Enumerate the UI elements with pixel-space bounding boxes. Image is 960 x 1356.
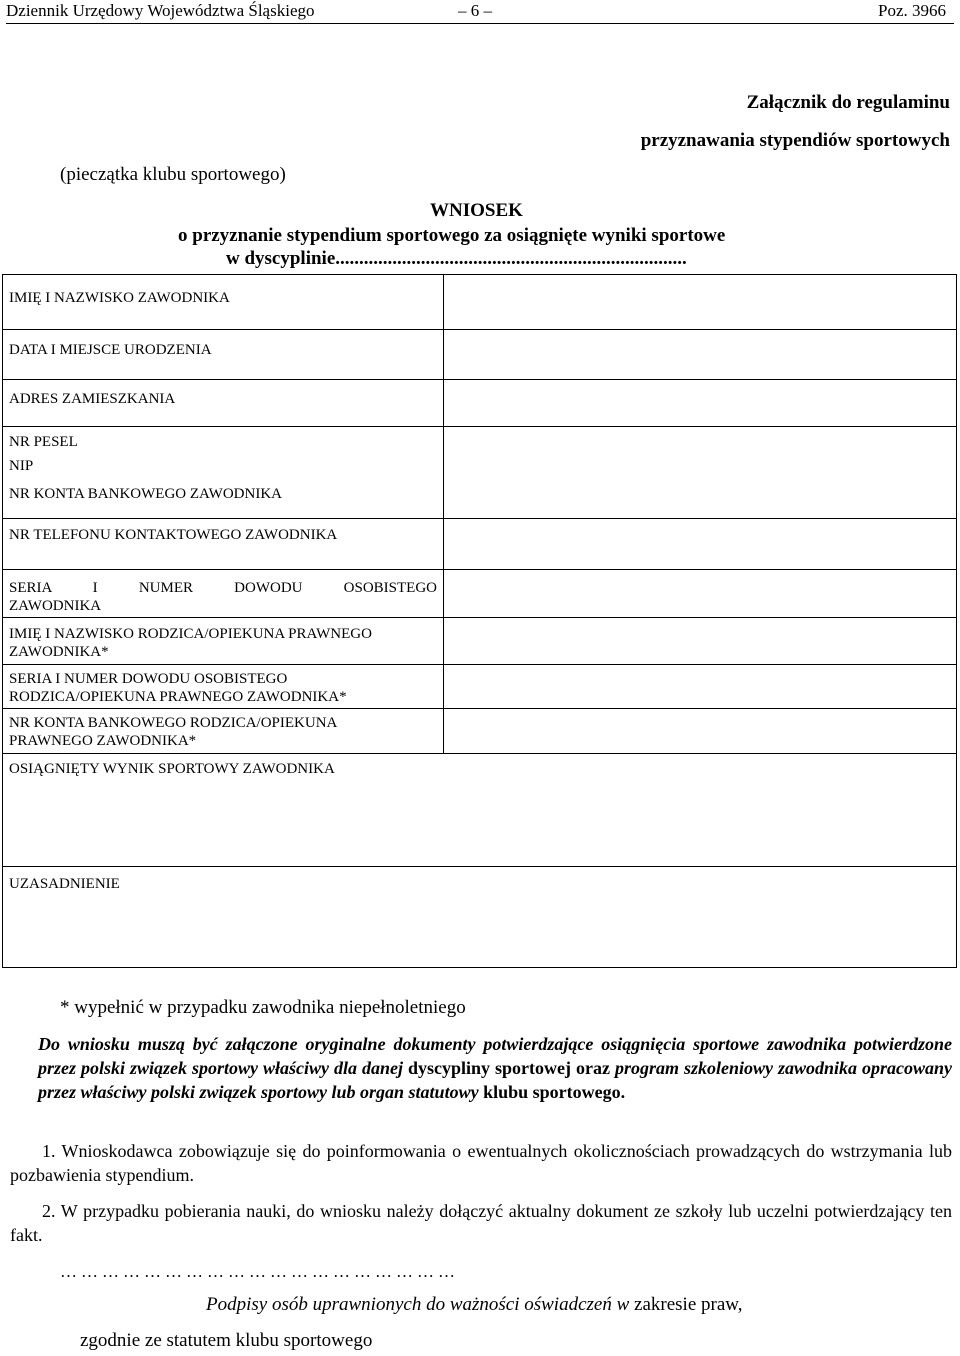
- row-label: NR TELEFONU KONTAKTOWEGO ZAWODNIKA: [3, 519, 444, 570]
- row-label: NR PESEL NIP NR KONTA BANKOWEGO ZAWODNIKA: [3, 427, 444, 519]
- annex-line-1: Załącznik do regulaminu: [746, 92, 950, 113]
- position-number: Poz. 3966: [878, 1, 946, 20]
- justification-field[interactable]: UZASADNIENIE: [3, 867, 957, 968]
- birth-date-place-field[interactable]: [444, 330, 957, 380]
- point-2: 2. W przypadku pobierania nauki, do wniosku należy dołączyć aktualny dokument ze szkoły lub uczelni potwierdzający ten fakt.: [10, 1201, 952, 1245]
- athlete-name-field[interactable]: [444, 275, 957, 330]
- annex-line-2: przyznawania stypendiów sportowych: [640, 130, 950, 151]
- signature-line: …………………………………………………: [60, 1262, 459, 1281]
- footnote: * wypełnić w przypadku zawodnika niepełnoletniego: [60, 997, 466, 1018]
- signature-note: zgodnie ze statutem klubu sportowego: [80, 1330, 373, 1351]
- row-label: IMIĘ I NAZWISKO ZAWODNIKA: [3, 275, 444, 330]
- row-label: SERIA I NUMER DOWODU OSOBISTEGO ZAWODNIKA: [3, 570, 444, 618]
- row-label: IMIĘ I NAZWISKO RODZICA/OPIEKUNA PRAWNEGO ZAWODNIKA*: [3, 618, 444, 665]
- guardian-id-field[interactable]: [444, 665, 957, 709]
- stamp-label: (pieczątka klubu sportowego): [60, 164, 286, 185]
- form-row-guardian-id: [3, 665, 957, 709]
- address-field[interactable]: [444, 380, 957, 427]
- form-row-birth: [3, 330, 957, 380]
- page-number: – 6 –: [458, 1, 492, 20]
- form-title: WNIOSEK: [430, 200, 523, 221]
- row-label: NR KONTA BANKOWEGO RODZICA/OPIEKUNA PRAWNEGO ZAWODNIKA*: [3, 709, 444, 754]
- form-subtitle: o przyznanie stypendium sportowego za osiągnięte wyniki sportowe: [178, 225, 726, 246]
- form-row-ids: [3, 427, 957, 519]
- guardian-bank-field[interactable]: [444, 709, 957, 754]
- phone-field[interactable]: [444, 519, 957, 570]
- guardian-name-field[interactable]: [444, 618, 957, 665]
- form-row-justification: [3, 867, 957, 968]
- publication-title: Dziennik Urzędowy Województwa Śląskiego: [6, 1, 315, 20]
- point-1: 1. Wnioskodawca zobowiązuje się do poinformowania o ewentualnych okolicznościach prowadzących do wstrzymania lub pozbawienia stypendium.: [10, 1141, 952, 1185]
- application-form-table: [2, 274, 957, 968]
- row-label: ADRES ZAMIESZKANIA: [3, 380, 444, 427]
- form-row-guardian-name: [3, 618, 957, 665]
- row-label: DATA I MIEJSCE URODZENIA: [3, 330, 444, 380]
- signature-label: Podpisy osób uprawnionych do ważności oświadczeń w zakresie praw,: [206, 1294, 743, 1315]
- form-row-id-card: [3, 570, 957, 618]
- form-row-guardian-bank: [3, 709, 957, 754]
- pesel-nip-bank-field[interactable]: [444, 427, 957, 519]
- form-row-result: [3, 754, 957, 867]
- header-divider: [6, 23, 954, 24]
- attachments-note: Do wniosku muszą być załączone oryginalne dokumenty potwierdzające osiągnięcia sportowe zawodnika potwierdzone przez polski związek sportowy właściwy dla danej dyscypliny sportowej oraz program szkoleniowy zawodnika opracowany przez właściwy polski związek sportowy lub organ statutowy klubu sportowego.: [38, 1034, 953, 1102]
- row-label: SERIA I NUMER DOWODU OSOBISTEGO RODZICA/OPIEKUNA PRAWNEGO ZAWODNIKA*: [3, 665, 444, 709]
- id-card-field[interactable]: [444, 570, 957, 618]
- form-row-name: [3, 275, 957, 330]
- sport-result-field[interactable]: OSIĄGNIĘTY WYNIK SPORTOWY ZAWODNIKA: [3, 754, 957, 867]
- form-row-phone: [3, 519, 957, 570]
- form-row-address: [3, 380, 957, 427]
- discipline-line: w dyscyplinie..........................................................................: [226, 248, 687, 269]
